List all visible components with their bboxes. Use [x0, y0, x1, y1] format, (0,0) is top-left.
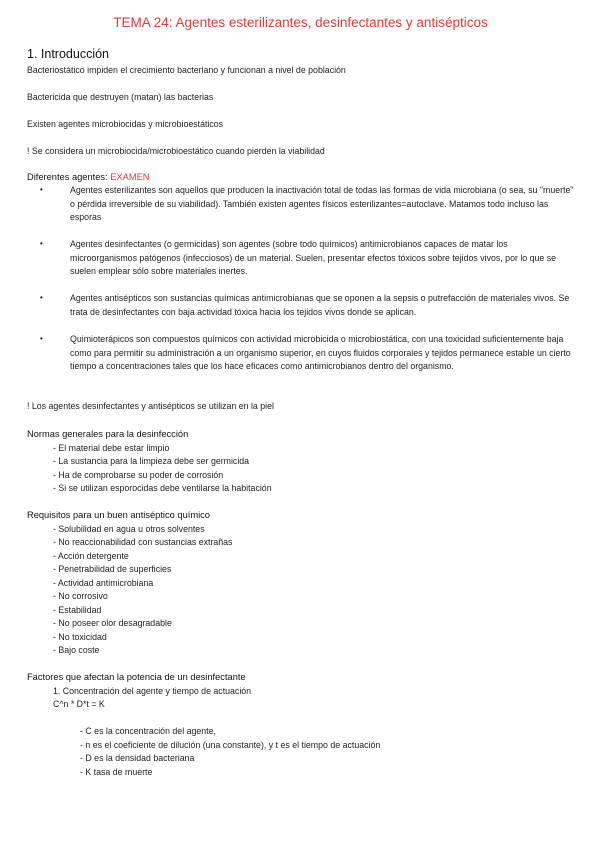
intro-line: Existen agentes microbiocidas y microbioestáticos [27, 119, 224, 129]
intro-line: ! Se considera un microbiocida/microbioestático cuando pierden la viabilidad [27, 146, 325, 156]
requisitos-item: - Acción detergente [53, 551, 129, 561]
requisitos-item: - No toxicidad [53, 632, 107, 642]
factores-item: - D es la densidad bacteriana [80, 753, 195, 763]
requisitos-heading: Requisitos para un buen antiséptico químico [27, 510, 210, 520]
bullet-icon: • [40, 185, 43, 194]
factores-item: - K tasa de muerte [80, 767, 153, 777]
agent-item: Quimioterápicos son compuestos químicos con actividad microbicida o microbiostática, con una toxicidad suficientemente baja como para permitir su administración a un organismo superior, en cuyos fluidos corporales y tejidos permanece estable un cierto tiempo a concentraciones tales que los hace eficaces como antimicrobianos dentro del organismo. [70, 334, 571, 372]
normas-item: - Ha de comprobarse su poder de corrosión [53, 470, 224, 480]
normas-item: - Si se utilizan esporocidas debe ventilarse la habitación [53, 483, 272, 493]
factores-item: - C es la concentración del agente, [80, 726, 216, 736]
normas-heading: Normas generales para la desinfección [27, 429, 189, 439]
requisitos-item: - No poseer olor desagradable [53, 618, 172, 628]
exam-tag: EXAMEN [110, 172, 150, 182]
requisitos-item: - No reaccionabilidad con sustancias extrañas [53, 537, 233, 547]
agent-item: Agentes esterilizantes son aquellos que producen la inactivación total de todas las formas de vida microbiana (o sea, su "muerte" o pérdida irreversible de su viabilidad). También existen agentes físicos esterilizantes=autoclave. Matamos todo incluso las esporas [70, 185, 574, 223]
formula: C^n * D*t = K [53, 699, 105, 709]
bullet-icon: • [40, 334, 43, 343]
factores-subheading: 1. Concentración del agente y tiempo de actuación [53, 686, 252, 696]
document-title: TEMA 24: Agentes esterilizantes, desinfectantes y antisépticos [113, 15, 488, 30]
requisitos-item: - No corrosivo [53, 591, 108, 601]
requisitos-item: - Solubilidad en agua u otros solventes [53, 524, 205, 534]
bullet-icon: • [40, 293, 43, 302]
intro-line: Bacteriostático impiden el crecimiento bacteriano y funcionan a nivel de población [27, 65, 346, 75]
normas-item: - La sustancia para la limpieza debe ser germicida [53, 456, 250, 466]
intro-line: Bactericida que destruyen (matan) las bacterias [27, 92, 214, 102]
note-line: ! Los agentes desinfectantes y antisépticos se utilizan en la piel [27, 401, 274, 411]
agent-item: Agentes antisépticos son sustancias químicas antimicrobianas que se oponen a la sepsis o putrefacción de materiales vivos. Se trata de desinfectantes con baja actividad tóxica hacia los tejidos vivos donde se aplican. [70, 293, 570, 317]
agent-item: Agentes desinfectantes (o germicidas) son agentes (sobre todo químicos) antimicrobianos capaces de matar los microorganismos patógenos (infecciosos) de un material. Suelen, presentar efectos tóxicos sobre tejidos vivos, por lo que se suelen emplear sólo sobre materiales inertes. [70, 239, 557, 277]
factores-item: - n es el coeficiente de dilución (una constante), y t es el tiempo de actuación [80, 740, 381, 750]
bullet-icon: • [40, 239, 43, 248]
agents-heading [27, 171, 149, 184]
factores-heading: Factores que afectan la potencia de un desinfectante [27, 672, 246, 682]
intro-heading: 1. Introducción [27, 47, 109, 61]
agents-heading-text: Diferentes agentes: [27, 172, 108, 182]
normas-item: - El material debe estar limpio [53, 443, 170, 453]
requisitos-item: - Bajo coste [53, 645, 100, 655]
requisitos-item: - Estabilidad [53, 605, 102, 615]
requisitos-item: - Actividad antimicrobiana [53, 578, 154, 588]
requisitos-item: - Penetrabilidad de superficies [53, 564, 172, 574]
